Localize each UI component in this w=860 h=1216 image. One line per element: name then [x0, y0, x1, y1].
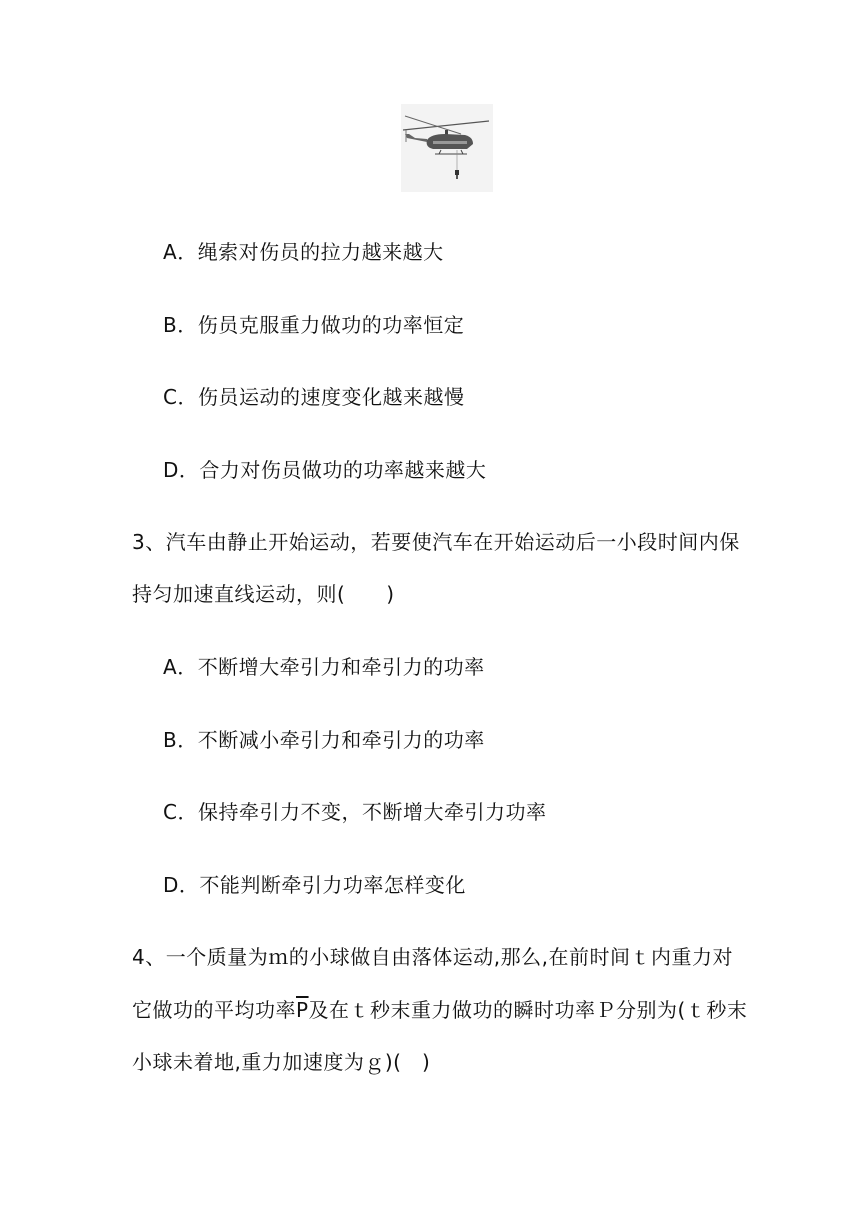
q3-stem-line1: 3、汽车由静止开始运动，若要使汽车在开始运动后一小段时间内保 — [132, 530, 740, 554]
q2-option-c — [163, 383, 464, 411]
option-letter: A — [163, 655, 178, 679]
q4-stem-line3: 小球未着地,重力加速度为ｇ)( ) — [132, 1050, 431, 1074]
helicopter-illustration — [401, 104, 493, 192]
q3-option-b — [163, 726, 485, 754]
option-text: 不能判断牵引力功率怎样变化 — [199, 873, 466, 897]
option-separator: ． — [178, 873, 200, 897]
option-separator: ． — [177, 800, 198, 824]
q3-stem-line2: 持匀加速直线运动，则( ) — [132, 582, 395, 606]
q2-option-b — [163, 311, 464, 339]
option-separator: ． — [177, 728, 198, 752]
option-letter: B — [163, 728, 178, 752]
option-text: 绳索对伤员的拉力越来越大 — [197, 240, 444, 264]
average-power-symbol: $\overline{P}$ — [296, 998, 309, 1022]
option-text: 不断增大牵引力和牵引力的功率 — [197, 655, 485, 679]
option-separator: ． — [177, 655, 198, 679]
option-text: 伤员克服重力做功的功率恒定 — [197, 313, 465, 337]
q4-stem-line1: 4、一个质量为ｍ的小球做自由落体运动,那么,在前时间ｔ内重力对 — [132, 945, 733, 969]
q3-option-a — [163, 653, 485, 681]
option-letter: C — [163, 385, 178, 409]
q4-stem-line2-start: 它做功的平均功率 — [132, 998, 296, 1022]
q4-stem-line2-end: 及在ｔ秒末重力做功的瞬时功率Ｐ分别为(ｔ秒末 — [308, 998, 748, 1022]
option-text: 不断减小牵引力和牵引力的功率 — [197, 728, 485, 752]
option-text: 伤员运动的速度变化越来越慢 — [197, 385, 465, 409]
q3-option-c — [163, 798, 546, 826]
option-letter: B — [163, 313, 178, 337]
option-letter: C — [163, 800, 178, 824]
helicopter-rescue-image — [401, 104, 493, 192]
option-separator: ． — [177, 313, 198, 337]
q3-option-d — [163, 871, 466, 899]
option-text: 合力对伤员做功的功率越来越大 — [199, 458, 487, 482]
option-text: 保持牵引力不变，不断增大牵引力功率 — [197, 800, 547, 824]
q2-option-d — [163, 456, 486, 484]
q4-stem-line2 — [132, 996, 747, 1024]
option-separator: ． — [177, 385, 198, 409]
option-separator: ． — [178, 458, 200, 482]
q2-option-a — [163, 238, 444, 266]
option-letter: D — [163, 873, 179, 897]
option-letter: D — [163, 458, 179, 482]
option-letter: A — [163, 240, 178, 264]
option-separator: ． — [177, 240, 198, 264]
